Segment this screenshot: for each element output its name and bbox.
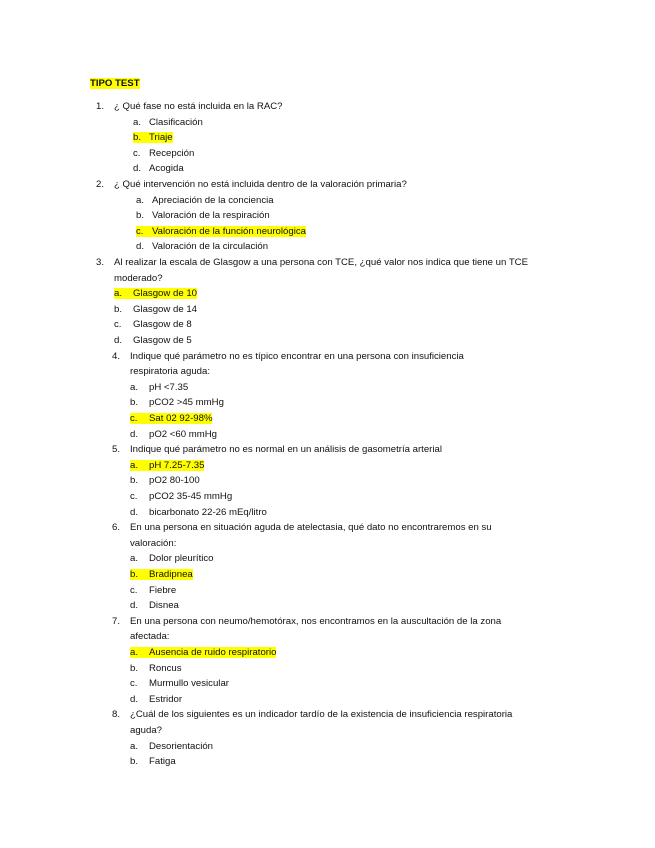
question-1-option-letter-text: d. [133,163,142,175]
question-5-option-letter-text: a. [130,460,149,471]
question-8-option-letter [130,741,138,753]
question-4-option-text [149,413,212,425]
question-4-option-text [149,382,188,394]
question-5-option-text-text: pO2 80-100 [149,475,200,487]
question-2-option-letter [136,241,144,253]
question-7-text-line [130,631,169,643]
question-1-option-text-text: Acogida [149,163,184,175]
question-4-option-letter [130,382,138,394]
question-4-option-letter-text: b. [130,397,139,409]
question-7-option-text-text: Roncus [149,662,182,674]
question-3-option-letter-text: a. [114,288,133,299]
question-7-option-text [149,663,182,675]
question-8-option-letter-text: b. [130,756,139,768]
question-5-option-letter-text: c. [130,491,138,502]
question-4-option-text [149,429,217,441]
question-3-text-line [114,257,528,269]
question-2-option-text [152,241,268,253]
question-1-option-letter [133,132,149,144]
question-7-option-text-text: Ausencia de ruido respiratorio [149,647,277,658]
question-3-option-text-text: Glasgow de 14 [133,303,197,315]
question-4-option-text-text: pCO2 >45 mmHg [149,397,224,409]
question-7-option-letter-text: a. [130,647,149,658]
question-7-option-text [149,647,276,659]
question-3-option-text [133,304,197,316]
question-4-option-letter-text: d. [130,428,139,440]
question-6-option-letter-text: a. [130,553,139,565]
question-1-option-text [149,132,173,144]
question-1-option-letter [133,117,141,129]
question-1-option-text [149,163,184,175]
question-3-option-text [133,335,192,347]
question-7-option-letter [130,694,138,706]
question-4-number [112,351,120,363]
question-8-option-text [149,741,213,753]
question-2-option-letter-text: a. [136,194,145,206]
question-3-option-text [133,319,192,331]
question-3-option-text-text: Glasgow de 5 [133,335,192,346]
question-1-option-letter [133,163,141,175]
question-5-option-letter [130,475,138,487]
question-7-option-text [149,694,182,706]
question-1-number-text: 1. [96,101,105,112]
question-2-option-letter [136,226,152,238]
question-5-option-letter-text: d. [130,506,139,518]
question-3-option-text-text: Glasgow de 10 [133,288,197,300]
question-8-number [112,709,120,721]
question-7-option-letter-text: b. [130,662,139,674]
question-2-option-text-text: Apreciación de la conciencia [152,194,274,206]
question-6-text-line-text: valoración: [130,537,177,549]
question-8-option-letter [130,756,138,768]
question-3-option-letter [114,319,121,331]
title-text: TIPO TEST [90,78,140,89]
question-4-option-text-text: pH <7.35 [149,381,189,393]
question-4-option-letter-text: c. [130,413,149,424]
question-5-option-text [149,491,232,503]
question-3-number [96,257,104,269]
question-7-option-letter [130,647,149,659]
question-7-option-text-text: Estridor [149,693,183,705]
question-3-option-letter-text: c. [114,319,122,331]
question-6-text-line [130,538,176,550]
question-4-text-line-text: respiratoria aguda: [130,366,210,378]
question-5-option-text-text: pH 7.25-7.35 [149,459,205,471]
question-4-option-letter [130,413,149,425]
question-1-option-text [149,117,203,129]
question-3-option-text-text: Glasgow de 8 [133,319,192,331]
question-5-option-text-text: pCO2 35-45 mmHg [149,491,233,502]
question-5-option-letter [130,460,149,472]
question-6-option-letter [130,569,149,581]
question-1-text-line-text: ¿ Qué fase no está incluida en la RAC? [114,101,283,112]
question-1-number [96,101,104,113]
question-2-option-text-text: Valoración de la función neurológica [152,225,306,237]
question-4-option-letter [130,397,138,409]
question-6-option-text [149,553,214,565]
question-6-option-letter [130,600,138,612]
question-5-option-text [149,460,204,472]
question-8-option-letter-text: a. [130,740,139,752]
question-1-text-line [114,101,283,113]
question-2-number-text: 2. [96,179,105,190]
question-8-text-line [130,709,512,721]
question-6-text-line-text: En una persona en situación aguda de atelectasia, qué dato no encontraremos en su [130,522,492,534]
question-8-text-line-text: ¿Cuál de los siguientes es un indicador tardío de la existencia de insuficiencia respiratoria [130,709,513,721]
document-title [90,78,140,90]
question-5-number [112,444,120,456]
question-5-option-text-text: bicarbonato 22-26 mEq/litro [149,506,267,518]
question-5-option-letter [130,507,138,519]
question-6-option-letter [130,553,138,565]
question-6-number [112,522,120,534]
question-7-text-line-text: En una persona con neumo/hemotórax, nos encontramos en la auscultación de la zona [130,615,502,627]
question-7-option-letter [130,663,138,675]
question-3-option-letter [114,288,133,300]
question-5-option-letter [130,491,137,503]
question-7-text-line-text: afectada: [130,631,170,643]
question-6-option-letter-text: c. [130,584,138,596]
question-7-option-text [149,678,229,690]
question-8-option-text [149,756,176,768]
question-8-text-line [130,725,162,737]
question-6-option-letter [130,585,137,597]
question-5-number-text: 5. [112,444,121,456]
question-6-option-text [149,569,193,581]
question-2-option-text [152,226,306,238]
question-7-option-letter-text: c. [130,678,138,690]
question-2-number [96,179,104,191]
question-8-text-line-text: aguda? [130,725,163,736]
question-6-option-letter-text: d. [130,600,139,612]
question-7-text-line [130,616,501,628]
question-4-option-text-text: pO2 <60 mmHg [149,428,217,440]
question-3-option-letter-text: b. [114,303,123,315]
question-2-option-letter-text: d. [136,241,145,253]
question-8-option-text-text: Desorientación [149,740,213,752]
question-1-option-text-text: Triaje [149,132,173,144]
question-6-option-letter-text: b. [130,569,149,580]
question-6-option-text-text: Fiebre [149,584,177,596]
question-7-option-letter [130,678,137,690]
question-4-number-text: 4. [112,350,121,362]
question-3-option-letter [114,335,122,347]
question-3-text-line [114,273,163,285]
question-7-option-text-text: Murmullo vesicular [149,678,229,690]
question-1-option-text [149,148,194,160]
question-1-option-text-text: Recepción [149,147,195,159]
question-2-text-line-text: ¿ Qué intervención no está incluida dentro de la valoración primaria? [114,179,407,190]
question-3-text-line-text: moderado? [114,272,163,284]
question-3-option-letter-text: d. [114,335,123,346]
question-6-option-text-text: Bradipnea [149,569,193,580]
question-6-option-text [149,600,179,612]
question-1-option-text-text: Clasificación [149,116,203,128]
question-2-text-line [114,179,407,191]
question-2-option-text [152,195,274,207]
question-7-number-text: 7. [112,615,121,627]
question-4-text-line [130,351,464,363]
question-6-option-text-text: Dolor pleurítico [149,553,214,565]
question-5-text-line-text: Indique qué parámetro no es normal en un análisis de gasometría arterial [130,444,442,456]
question-2-option-text [152,210,270,222]
question-6-option-text [149,585,176,597]
question-4-option-letter [130,429,138,441]
question-5-option-letter-text: b. [130,475,139,487]
question-1-option-letter-text: b. [133,132,149,143]
question-5-option-text [149,507,267,519]
question-2-option-letter [136,195,144,207]
question-3-option-letter [114,304,122,316]
question-4-text-line-text: Indique qué parámetro no es típico encontrar en una persona con insuficiencia [130,350,464,362]
question-2-option-text-text: Valoración de la circulación [152,241,269,253]
question-2-option-text-text: Valoración de la respiración [152,210,270,222]
question-3-number-text: 3. [96,257,105,268]
question-6-number-text: 6. [112,522,121,534]
question-1-option-letter-text: c. [133,147,141,159]
question-6-option-text-text: Disnea [149,600,179,612]
question-8-option-text-text: Fatiga [149,756,176,768]
question-2-option-letter [136,210,144,222]
question-3-option-text [133,288,197,300]
question-8-number-text: 8. [112,709,121,721]
question-4-option-text-text: Sat 02 92-98% [149,413,213,424]
question-4-option-letter-text: a. [130,381,139,393]
question-1-option-letter [133,148,140,160]
question-2-option-letter-text: b. [136,210,145,222]
question-6-text-line [130,522,492,534]
question-7-number [112,616,120,628]
question-5-option-text [149,475,200,487]
question-7-option-letter-text: d. [130,693,139,705]
question-4-text-line [130,366,210,378]
question-5-text-line [130,444,442,456]
question-3-text-line-text: Al realizar la escala de Glasgow a una persona con TCE, ¿qué valor nos indica que tiene un TCE [114,257,529,268]
question-4-option-text [149,397,224,409]
question-1-option-letter-text: a. [133,116,142,128]
question-2-option-letter-text: c. [136,226,152,237]
